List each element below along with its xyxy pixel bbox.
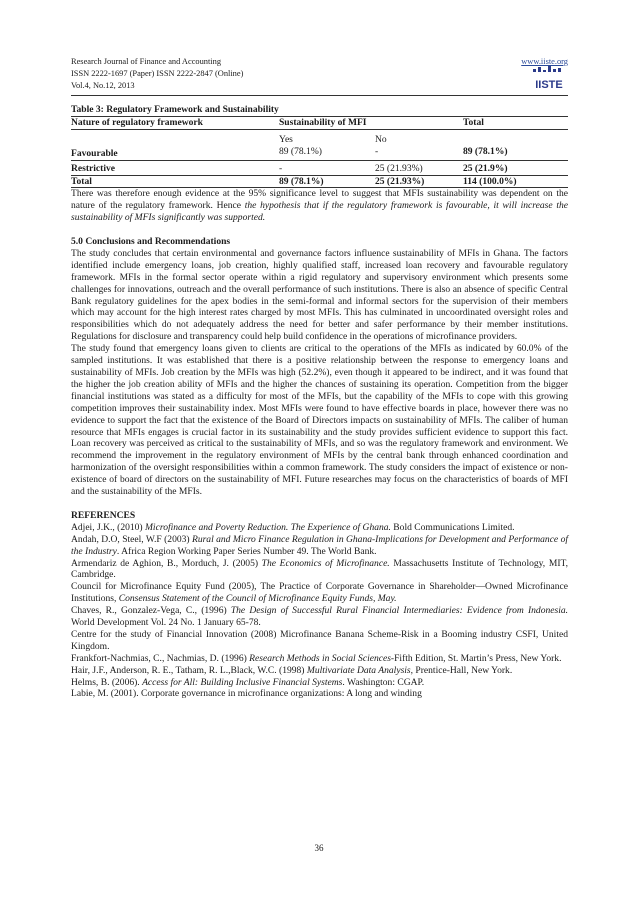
iiste-logo: [531, 66, 567, 94]
col-header-nature: Nature of regulatory framework: [71, 116, 279, 129]
table-row: [71, 146, 568, 160]
reference-item: Helms, B. (2006). Access for All: Building Inclusive Financial Systems. Washington: CGAP.: [71, 676, 425, 688]
reference-item: Frankfort-Nachmias, C., Nachmias, D. (1996) Research Methods in Social Sciences-Fifth Edition, St. Martin’s Press, New York.: [71, 652, 562, 664]
reference-item: Chaves, R., Gonzalez-Vega, C., (1996) The Design of Successful Rural Financial Intermediaries: Evidence from Indonesia. World Development Vol. 24 No. 1 January 65-78.: [71, 605, 569, 629]
findings-paragraph: The study found that emergency loans given to clients are critical to the operations of the MFIs as indicated by 60.0% of the sampled institutions. It was established that there is a positive relationship between the response to emergency loans and sustainability of MFIs. Job creation by the MFIs was high (52.2%), even though it appeared to be indirect, and it was found that the higher the job creation ability of MFIs and the higher the chances of sustaining its operation. Competition from the bigger financial institutions was stated as a difficulty for most of the MFIs, but the capability of the MFIs to cope with this growing competition improves their sustainability index. Most MFIs were found to have effective boards in place, however there was no evidence to support the fact that the existence of the Board of Directors impacts on sustainability of MFIs. The caliber of human resource that MFIs engages is crucial factor in its sustainability and the study provides sufficient evidence to support this fact. Loan recovery was perceived as critical to the sustainability of MFIs, and so was the regulatory framework and environment. We recommend the improvement in the regulatory environment of MFIs by the central bank through enhanced coordination and harmonization of the oversight responsibilities within a common framework. The study considers the impact of existence or non- existence of board of directors on the sustainability of MFI. Future researches may focus on the characteristics of boards of MFI and the sustainability of the MFIs.: [71, 343, 568, 498]
cell-no: -: [375, 146, 463, 160]
hypothesis-paragraph: [71, 188, 568, 224]
subheader-no: No: [375, 133, 387, 145]
row-label: Total: [71, 175, 279, 188]
regulatory-framework-table: [71, 116, 568, 189]
references-heading: REFERENCES: [71, 509, 136, 521]
cell-total: 89 (78.1%): [463, 146, 568, 160]
cell-yes: 89 (78.1%): [279, 175, 375, 188]
reference-item: Adjei, J.K., (2010) Microfinance and Poverty Reduction. The Experience of Ghana. Bold Communications Limited.: [71, 521, 515, 533]
page-number: 36: [314, 843, 324, 853]
subheader-yes: Yes: [279, 133, 293, 145]
paragraph-text: There was therefore enough evidence at the 95% significance level to suggest that MFIs sustainability was dependent on the nature of the regulatory framework. Hence: [71, 188, 568, 212]
reference-item: Centre for the study of Financial Innovation (2008) Microfinance Banana Scheme-Risk in a Booming industry CSFI, United Kingdom.: [71, 628, 568, 652]
conclusions-paragraph: The study concludes that certain environmental and governance factors influence sustainability of MFIs in Ghana. The factors identified include emergency loans, job creation, highly qualified staff, increased loan recovery and favourable regulatory framework. MFIs in the formal sector operate within a rigid regulatory and supervisory environment which presents some challenges for innovations, outreach and the overall performance of such institutions. There is also an absence of specific Central Bank regulatory guidelines for the apex bodies in the semi-formal and informal sectors for the supervision of their members which may account for the high interest rates charged by most MFIs. This has culminated in uncoordinated oversight roles and responsibilities which do not adequately address the need for better and safer performance by their member institutions. Regulations for disclosure and transparency could help build confidence in the operations of microfinance providers.: [71, 247, 568, 343]
reference-item: Andah, D.O, Steel, W.F (2003) Rural and Micro Finance Regulation in Ghana-Implications for Development and Performance of the Industry. Africa Region Working Paper Series Number 49. The World Bank.: [71, 533, 568, 557]
section-heading: 5.0 Conclusions and Recommendations: [71, 236, 231, 248]
reference-item: Armendariz de Aghion, B., Morduch, J. (2005) The Economics of Microfinance. Massachusetts Institute of Technology, MIT, Cambridge.: [71, 557, 569, 581]
col-header-total: Total: [463, 116, 568, 129]
cell-yes: -: [279, 160, 375, 175]
reference-list: [71, 522, 568, 701]
cell-total: 114 (100.0%): [463, 175, 568, 188]
table-row: [71, 160, 568, 175]
running-header: [71, 56, 568, 91]
logo-lettering: IISTE: [535, 79, 563, 91]
page-body: [71, 104, 568, 700]
hypothesis-italic-text: the hypothesis that if the regulatory framework is favourable, it will increase the sustainability of MFIs significantly was supported.: [71, 200, 568, 224]
journal-volume: Vol.4, No.12, 2013: [71, 80, 135, 90]
table-header-row: [71, 116, 568, 129]
table-caption: Table 3: Regulatory Framework and Sustainability: [71, 104, 279, 115]
row-label: Favourable: [71, 146, 279, 160]
reference-item: Council for Microfinance Equity Fund (2005), The Practice of Corporate Governance in Shareholder—Owned Microfinance Institutions, Consensus Statement of the Council of Microfinance Equity Funds, May.: [71, 581, 568, 605]
table-subheader-row: [71, 129, 568, 145]
cell-no: 25 (21.93%): [375, 175, 463, 188]
journal-url-link[interactable]: www.iiste.org: [521, 57, 568, 66]
reference-item: Hair, J.F., Anderson, R. E., Tatham, R. L.,Black, W.C. (1998) Multivariate Data Analysis, Prentice-Hall, New York.: [71, 664, 513, 676]
journal-name: Research Journal of Finance and Accounting: [71, 57, 222, 66]
journal-issn: ISSN 2222-1697 (Paper) ISSN 2222-2847 (Online): [71, 68, 244, 78]
table-row: [71, 175, 568, 188]
cell-yes: 89 (78.1%): [279, 146, 375, 160]
header-rule: [71, 95, 568, 96]
col-header-sustainability: Sustainability of MFI: [279, 116, 463, 129]
row-label: Restrictive: [71, 160, 279, 175]
cell-total: 25 (21.9%): [463, 160, 568, 175]
reference-item: Labie, M. (2001). Corporate governance in microfinance organizations: A long and winding: [71, 688, 422, 700]
cell-no: 25 (21.93%): [375, 160, 463, 175]
